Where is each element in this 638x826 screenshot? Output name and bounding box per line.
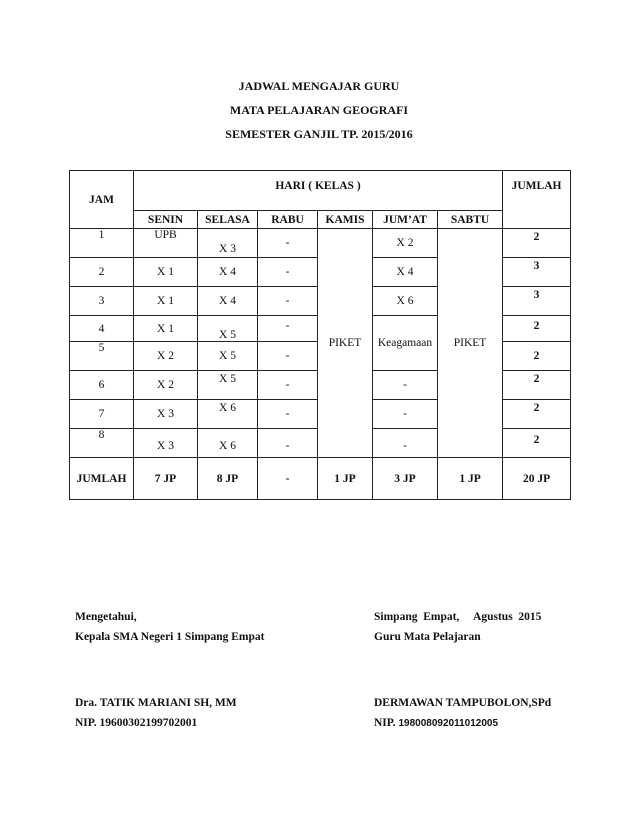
document-title: JADWAL MENGAJAR GURU bbox=[238, 79, 400, 93]
semester-title: SEMESTER GANJIL TP. 2015/2016 bbox=[225, 127, 413, 141]
day-rabu: RABU bbox=[258, 211, 318, 229]
jumat-cell: - bbox=[373, 371, 438, 400]
left-signatory-name: Dra. TATIK MARIANI SH, MM bbox=[75, 697, 237, 709]
total-jumat: 3 JP bbox=[373, 458, 438, 500]
selasa-cell: X 5 bbox=[198, 371, 258, 400]
right-title: Guru Mata Pelajaran bbox=[374, 631, 481, 643]
senin-cell: UPB bbox=[134, 229, 198, 258]
days-row bbox=[70, 211, 571, 229]
day-kamis: KAMIS bbox=[318, 211, 373, 229]
total-sabtu: 1 JP bbox=[438, 458, 503, 500]
total-senin: 7 JP bbox=[134, 458, 198, 500]
jumlah-cell: 2 bbox=[503, 342, 571, 371]
jumlah-cell: 3 bbox=[503, 287, 571, 316]
jumlah-cell: 3 bbox=[503, 258, 571, 287]
day-selasa: SELASA bbox=[198, 211, 258, 229]
header-row bbox=[70, 171, 571, 211]
selasa-cell: X 6 bbox=[198, 400, 258, 429]
jam-cell: 2 bbox=[70, 258, 134, 287]
jam-cell: 7 bbox=[70, 400, 134, 429]
right-signatory-nip bbox=[374, 717, 498, 729]
right-nip-label: NIP. bbox=[374, 717, 396, 729]
senin-cell: X 3 bbox=[134, 400, 198, 429]
jumlah-cell: 2 bbox=[503, 229, 571, 258]
day-jumat: JUM’AT bbox=[373, 211, 438, 229]
hari-header: HARI ( KELAS ) bbox=[134, 171, 503, 211]
jumat-cell: - bbox=[373, 400, 438, 429]
table-row bbox=[70, 229, 571, 258]
day-sabtu: SABTU bbox=[438, 211, 503, 229]
rabu-cell: - bbox=[258, 400, 318, 429]
left-title: Kepala SMA Negeri 1 Simpang Empat bbox=[75, 631, 265, 643]
jam-cell: 4 bbox=[70, 316, 134, 342]
sabtu-piket-cell: PIKET bbox=[438, 229, 503, 458]
jam-cell: 3 bbox=[70, 287, 134, 316]
totals-label: JUMLAH bbox=[70, 458, 134, 500]
jumat-cell: - bbox=[373, 429, 438, 458]
jumat-cell: X 4 bbox=[373, 258, 438, 287]
senin-cell: X 1 bbox=[134, 258, 198, 287]
jam-header: JAM bbox=[70, 171, 134, 229]
selasa-cell: X 6 bbox=[198, 429, 258, 458]
jumat-cell: X 2 bbox=[373, 229, 438, 258]
jumlah-cell: 2 bbox=[503, 429, 571, 458]
selasa-cell: X 4 bbox=[198, 258, 258, 287]
right-signatory-name: DERMAWAN TAMPUBOLON,SPd bbox=[374, 697, 552, 709]
selasa-cell: X 5 bbox=[198, 316, 258, 342]
selasa-cell: X 4 bbox=[198, 287, 258, 316]
senin-cell: X 1 bbox=[134, 316, 198, 342]
schedule-table bbox=[69, 170, 571, 500]
selasa-cell: X 5 bbox=[198, 342, 258, 371]
right-nip-number: 198008092011012005 bbox=[398, 718, 499, 729]
jumlah-header: JUMLAH bbox=[503, 171, 571, 229]
right-place-date: Simpang Empat, Agustus 2015 bbox=[374, 611, 542, 623]
jam-cell: 1 bbox=[70, 229, 134, 258]
rabu-cell: - bbox=[258, 316, 318, 342]
jumlah-cell: 2 bbox=[503, 316, 571, 342]
rabu-cell: - bbox=[258, 371, 318, 400]
total-rabu: - bbox=[258, 458, 318, 500]
total-kamis: 1 JP bbox=[318, 458, 373, 500]
jam-cell: 8 bbox=[70, 429, 134, 458]
jumat-cell: X 6 bbox=[373, 287, 438, 316]
subject-title: MATA PELAJARAN GEOGRAFI bbox=[229, 103, 409, 117]
jumat-keagamaan-cell: Keagamaan bbox=[373, 316, 438, 371]
kamis-piket-cell: PIKET bbox=[318, 229, 373, 458]
jam-cell: 6 bbox=[70, 371, 134, 400]
totals-row bbox=[70, 458, 571, 500]
left-signatory-nip: NIP. 19600302199702001 bbox=[75, 717, 198, 729]
jumlah-cell: 2 bbox=[503, 371, 571, 400]
senin-cell: X 2 bbox=[134, 342, 198, 371]
rabu-cell: - bbox=[258, 429, 318, 458]
rabu-cell: - bbox=[258, 258, 318, 287]
total-jumlah: 20 JP bbox=[503, 458, 571, 500]
total-selasa: 8 JP bbox=[198, 458, 258, 500]
senin-cell: X 2 bbox=[134, 371, 198, 400]
rabu-cell: - bbox=[258, 229, 318, 258]
rabu-cell: - bbox=[258, 287, 318, 316]
senin-cell: X 3 bbox=[134, 429, 198, 458]
day-senin: SENIN bbox=[134, 211, 198, 229]
left-acknowledgement: Mengetahui, bbox=[75, 611, 137, 623]
rabu-cell: - bbox=[258, 342, 318, 371]
selasa-cell: X 3 bbox=[198, 229, 258, 258]
senin-cell: X 1 bbox=[134, 287, 198, 316]
jumlah-cell: 2 bbox=[503, 400, 571, 429]
jam-cell: 5 bbox=[70, 342, 134, 371]
